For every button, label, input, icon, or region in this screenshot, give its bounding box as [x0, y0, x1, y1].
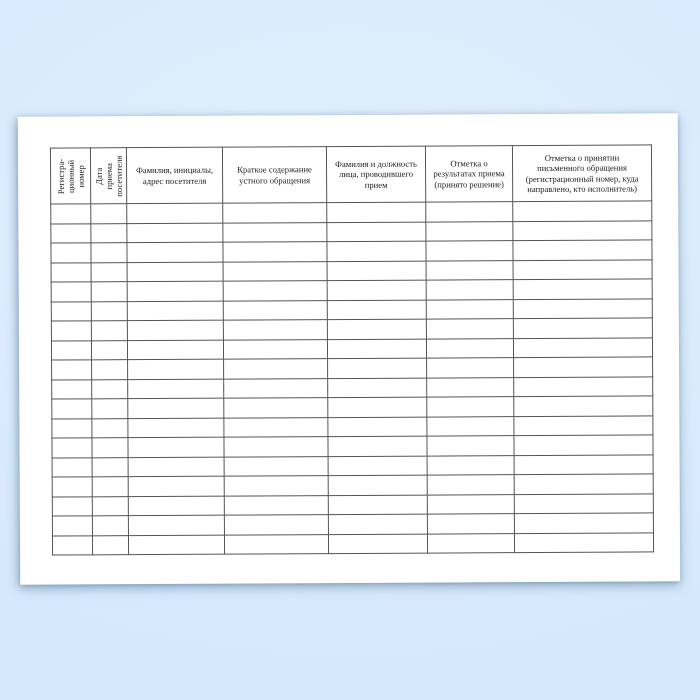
empty-cell [327, 241, 426, 261]
empty-cell [128, 515, 224, 535]
empty-cell [514, 435, 653, 455]
empty-cell [427, 377, 514, 397]
empty-cell [514, 493, 653, 513]
column-header-reception-result: Отметка о результатах приема (принято решение) [425, 146, 512, 202]
empty-cell [127, 301, 223, 321]
empty-cell [513, 201, 652, 221]
empty-cell [328, 358, 427, 378]
empty-cell [223, 281, 327, 301]
empty-cell [91, 243, 127, 263]
empty-cell [52, 516, 92, 536]
empty-cell [328, 456, 427, 476]
empty-cell [224, 534, 328, 554]
empty-cell [513, 279, 652, 299]
empty-cell [328, 436, 427, 456]
column-header-receiving-official: Фамилия и должность лица, проводившего прием [326, 146, 425, 203]
empty-cell [513, 259, 652, 279]
empty-cell [427, 358, 514, 378]
empty-cell [514, 474, 653, 494]
empty-cell [52, 438, 92, 458]
empty-cell [52, 399, 92, 419]
column-header-registration-number [50, 148, 90, 204]
empty-cell [128, 476, 224, 496]
empty-cell [514, 357, 653, 377]
empty-cell [224, 417, 328, 437]
empty-cell [223, 203, 327, 223]
empty-cell [128, 535, 224, 555]
column-header-visit-date-label: Дата приема посетителя [93, 155, 124, 197]
empty-cell [52, 360, 92, 380]
empty-cell [51, 282, 91, 302]
empty-cell [128, 398, 224, 418]
empty-cell [92, 496, 128, 516]
empty-cell [328, 475, 427, 495]
empty-cell [514, 396, 653, 416]
header-row [50, 145, 651, 204]
empty-cell [426, 319, 513, 339]
empty-cell [52, 535, 92, 555]
empty-cell [327, 300, 426, 320]
empty-cell [91, 262, 127, 282]
empty-cell [328, 514, 427, 534]
empty-cell [426, 202, 513, 222]
empty-cell [427, 397, 514, 417]
empty-cell [92, 438, 128, 458]
empty-cell [127, 203, 223, 223]
empty-cell [426, 260, 513, 280]
empty-cell [223, 320, 327, 340]
empty-cell [128, 359, 224, 379]
empty-cell [427, 436, 514, 456]
empty-cell [426, 299, 513, 319]
empty-cell [223, 339, 327, 359]
empty-cell [51, 321, 91, 341]
empty-cell [127, 340, 223, 360]
empty-cell [327, 339, 426, 359]
empty-cell [513, 240, 652, 260]
reception-log-table [50, 144, 654, 555]
empty-cell [426, 338, 513, 358]
empty-cell [91, 282, 127, 302]
empty-cell [513, 337, 652, 357]
empty-cell [328, 397, 427, 417]
empty-cell [514, 513, 653, 533]
column-header-registration-number-label: Регистра- ционный номер [55, 158, 86, 194]
empty-cell [92, 477, 128, 497]
empty-cell [223, 222, 327, 242]
empty-cell [427, 475, 514, 495]
empty-cell [223, 300, 327, 320]
empty-cell [91, 321, 127, 341]
empty-cell [513, 318, 652, 338]
empty-cell [91, 204, 127, 224]
column-header-visit-date [90, 148, 126, 204]
column-header-visitor-name-address: Фамилия, инициалы, адрес посетителя [126, 147, 222, 204]
empty-cell [92, 418, 128, 438]
empty-cell [92, 457, 128, 477]
empty-cell [52, 496, 92, 516]
empty-cell [224, 476, 328, 496]
table-row [52, 532, 653, 555]
table-body [51, 201, 654, 555]
empty-cell [223, 261, 327, 281]
empty-cell [514, 532, 653, 552]
empty-cell [224, 456, 328, 476]
empty-cell [127, 320, 223, 340]
empty-cell [328, 378, 427, 398]
column-header-request-summary: Краткое содержание устного обращения [222, 147, 326, 204]
empty-cell [426, 221, 513, 241]
empty-cell [52, 418, 92, 438]
empty-cell [328, 417, 427, 437]
empty-cell [92, 535, 128, 555]
empty-cell [513, 298, 652, 318]
empty-cell [224, 359, 328, 379]
empty-cell [514, 415, 653, 435]
empty-cell [92, 360, 128, 380]
empty-cell [224, 378, 328, 398]
empty-cell [427, 533, 514, 553]
empty-cell [224, 495, 328, 515]
empty-cell [92, 399, 128, 419]
empty-cell [91, 301, 127, 321]
empty-cell [128, 379, 224, 399]
empty-cell [327, 222, 426, 242]
empty-cell [328, 534, 427, 554]
empty-cell [128, 437, 224, 457]
empty-cell [128, 496, 224, 516]
empty-cell [51, 243, 91, 263]
column-header-written-request-note: Отметка о принятии письменного обращения (регистрационный номер, куда направлено, кто исполнитель) [512, 145, 651, 202]
empty-cell [52, 379, 92, 399]
empty-cell [92, 379, 128, 399]
empty-cell [91, 340, 127, 360]
empty-cell [91, 223, 127, 243]
empty-cell [52, 477, 92, 497]
empty-cell [327, 280, 426, 300]
empty-cell [127, 281, 223, 301]
empty-cell [327, 202, 426, 222]
empty-cell [223, 242, 327, 262]
empty-cell [51, 301, 91, 321]
empty-cell [327, 319, 426, 339]
empty-cell [427, 455, 514, 475]
empty-cell [426, 241, 513, 261]
empty-cell [127, 223, 223, 243]
empty-cell [92, 516, 128, 536]
empty-cell [224, 515, 328, 535]
empty-cell [52, 457, 92, 477]
empty-cell [224, 398, 328, 418]
empty-cell [513, 220, 652, 240]
empty-cell [327, 261, 426, 281]
empty-cell [127, 262, 223, 282]
empty-cell [51, 204, 91, 224]
empty-cell [51, 340, 91, 360]
empty-cell [128, 418, 224, 438]
empty-cell [514, 376, 653, 396]
empty-cell [514, 454, 653, 474]
empty-cell [427, 514, 514, 534]
empty-cell [426, 280, 513, 300]
empty-cell [127, 242, 223, 262]
empty-cell [51, 262, 91, 282]
empty-cell [328, 495, 427, 515]
document-page [18, 113, 680, 584]
empty-cell [128, 457, 224, 477]
empty-cell [51, 223, 91, 243]
empty-cell [427, 416, 514, 436]
empty-cell [224, 437, 328, 457]
empty-cell [427, 494, 514, 514]
